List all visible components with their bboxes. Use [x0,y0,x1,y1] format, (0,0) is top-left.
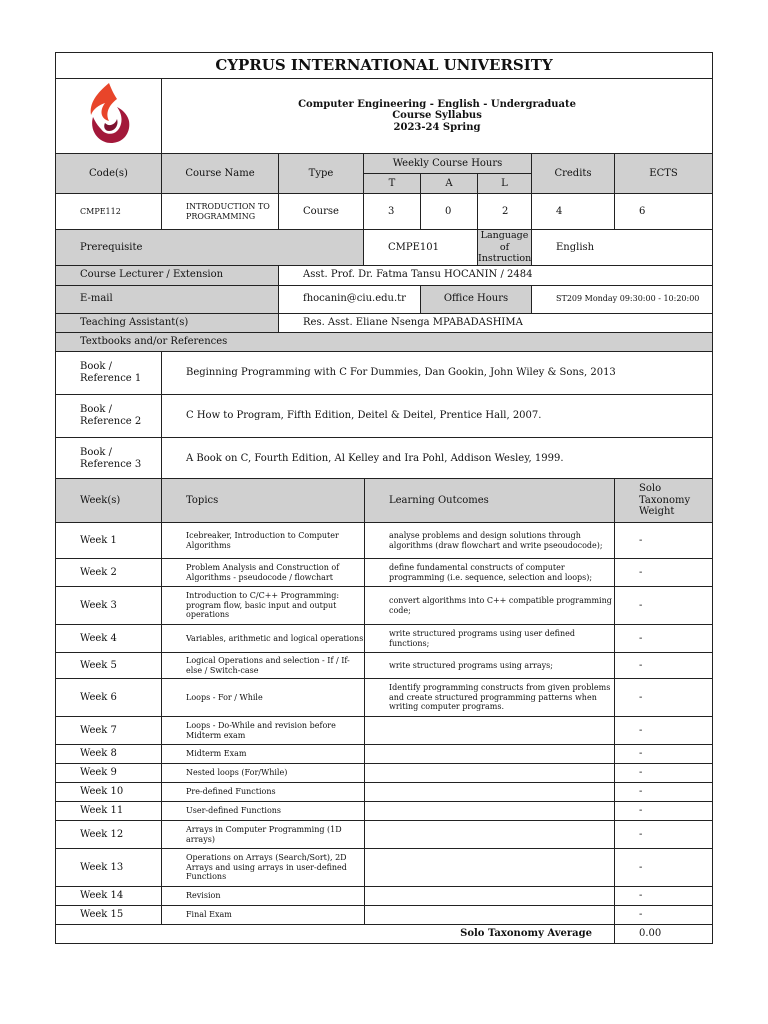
week-topic: Logical Operations and selection - If / If-else / Switch-case [162,653,365,679]
hours-t: 3 [364,194,421,230]
week-outcome [365,849,615,887]
week-outcome [365,764,615,783]
book-2-label: Book / Reference 2 [56,394,162,437]
week-solo: - [615,821,713,849]
week-solo: - [615,523,713,559]
course-ects: 6 [615,194,713,230]
lecturer-label: Course Lecturer / Extension [56,265,279,285]
week-solo: - [615,625,713,653]
week-label: Week 1 [56,523,162,559]
week-topic: Revision [162,887,365,906]
week-topic: Problem Analysis and Construction of Algorithms - pseudocode / flowchart [162,559,365,587]
ta-value: Res. Asst. Eliane Nsenga MPABADASHIMA [279,313,713,332]
language-label: Language of Instruction [478,230,532,264]
week-solo: - [615,653,713,679]
col-ects: ECTS [615,154,713,194]
program-name: Computer Engineering - English - Undergraduate [298,98,576,110]
course-code: CMPE112 [56,194,162,230]
week-topic: Loops - For / While [162,679,365,717]
ta-label: Teaching Assistant(s) [56,313,279,332]
language-value: English [532,230,713,266]
week-outcome [365,717,615,745]
week-label: Week 15 [56,906,162,925]
week-row [56,745,713,764]
col-weekly-hours: Weekly Course Hours [364,154,532,174]
week-topic: Nested loops (For/While) [162,764,365,783]
solo-average-value: 0.00 [615,925,713,944]
col-t: T [364,174,421,194]
week-label: Week 2 [56,559,162,587]
week-topic: Operations on Arrays (Search/Sort), 2D Arrays and using arrays in user-defined Functions [162,849,365,887]
week-row [56,625,713,653]
book-1-label: Book / Reference 1 [56,351,162,394]
week-outcome: write structured programs using arrays; [365,653,615,679]
week-label: Week 13 [56,849,162,887]
week-outcome [365,821,615,849]
week-topic: Loops - Do-While and revision before Midterm exam [162,717,365,745]
week-solo: - [615,717,713,745]
prerequisite-value: CMPE101 [364,230,478,266]
week-solo: - [615,587,713,625]
week-topic: Introduction to C/C++ Programming: program flow, basic input and output operations [162,587,365,625]
week-outcome [365,802,615,821]
hours-a: 0 [421,194,478,230]
week-row [56,679,713,717]
doc-type: Course Syllabus [392,110,482,122]
week-label: Week 12 [56,821,162,849]
book-2-text: C How to Program, Fifth Edition, Deitel & Deitel, Prentice Hall, 2007. [162,394,713,437]
course-header [162,79,713,154]
week-solo: - [615,764,713,783]
university-title: CYPRUS INTERNATIONAL UNIVERSITY [56,53,713,79]
week-topic: Midterm Exam [162,745,365,764]
week-solo: - [615,559,713,587]
solo-header: Solo Taxonomy Weight [615,479,713,523]
week-solo: - [615,887,713,906]
week-row [56,783,713,802]
week-outcome: analyse problems and design solutions through algorithms (draw flowchart and write pseoudocode); [365,523,615,559]
flame-logo-icon [79,79,139,149]
course-type: Course [279,194,364,230]
week-topic: User-defined Functions [162,802,365,821]
book-1-text: Beginning Programming with C For Dummies, Dan Gookin, John Wiley & Sons, 2013 [162,351,713,394]
col-codes: Code(s) [56,154,162,194]
week-row [56,523,713,559]
col-course-name: Course Name [162,154,279,194]
week-label: Week 4 [56,625,162,653]
week-outcome: convert algorithms into C++ compatible programming code; [365,587,615,625]
week-solo: - [615,802,713,821]
col-type: Type [279,154,364,194]
week-label: Week 8 [56,745,162,764]
week-topic: Arrays in Computer Programming (1D arrays) [162,821,365,849]
week-row [56,587,713,625]
course-credits: 4 [532,194,615,230]
book-3-text: A Book on C, Fourth Edition, Al Kelley and Ira Pohl, Addison Wesley, 1999. [162,437,713,480]
course-name: INTRODUCTION TO PROGRAMMING [162,194,279,230]
week-row [56,653,713,679]
week-label: Week 5 [56,653,162,679]
col-a: A [421,174,478,194]
week-row [56,906,713,925]
week-row [56,802,713,821]
book-3-label: Book / Reference 3 [56,437,162,480]
week-solo: - [615,849,713,887]
week-row [56,887,713,906]
week-outcome: Identify programming constructs from given problems and create structured programming patterns when writing computer programs. [365,679,615,717]
hours-l: 2 [478,194,532,230]
col-credits: Credits [532,154,615,194]
week-topic: Icebreaker, Introduction to Computer Algorithms [162,523,365,559]
week-label: Week 3 [56,587,162,625]
week-row [56,764,713,783]
week-label: Week 14 [56,887,162,906]
week-row [56,717,713,745]
week-topic: Variables, arithmetic and logical operations [162,625,365,653]
week-row [56,559,713,587]
col-l: L [478,174,532,194]
office-hours-label: Office Hours [421,285,532,313]
week-label: Week 11 [56,802,162,821]
week-label: Week 6 [56,679,162,717]
solo-average-label: Solo Taxonomy Average [56,925,615,944]
lecturer-value: Asst. Prof. Dr. Fatma Tansu HOCANIN / 2484 [279,265,713,285]
syllabus-top-table [55,52,713,481]
week-outcome: define fundamental constructs of computer programming (i.e. sequence, selection and loops); [365,559,615,587]
week-row [56,849,713,887]
week-outcome: write structured programs using user defined functions; [365,625,615,653]
week-topic: Pre-defined Functions [162,783,365,802]
week-row [56,821,713,849]
outcomes-header: Learning Outcomes [365,479,615,523]
week-outcome [365,906,615,925]
week-solo: - [615,783,713,802]
week-solo: - [615,906,713,925]
week-solo: - [615,679,713,717]
week-outcome [365,745,615,764]
week-topic: Final Exam [162,906,365,925]
prerequisite-label: Prerequisite [56,230,364,266]
week-solo: - [615,745,713,764]
weekly-schedule-table [55,478,713,944]
university-logo [56,79,162,154]
week-label: Week 9 [56,764,162,783]
week-outcome [365,783,615,802]
textbooks-label: Textbooks and/or References [56,332,713,351]
week-outcome [365,887,615,906]
weeks-header: Week(s) [56,479,162,523]
topics-header: Topics [162,479,365,523]
email-label: E-mail [56,285,279,313]
office-hours-value: ST209 Monday 09:30:00 - 10:20:00 [532,285,713,313]
term: 2023-24 Spring [393,121,481,133]
week-label: Week 7 [56,717,162,745]
week-label: Week 10 [56,783,162,802]
email-value[interactable]: fhocanin@ciu.edu.tr [279,285,421,313]
